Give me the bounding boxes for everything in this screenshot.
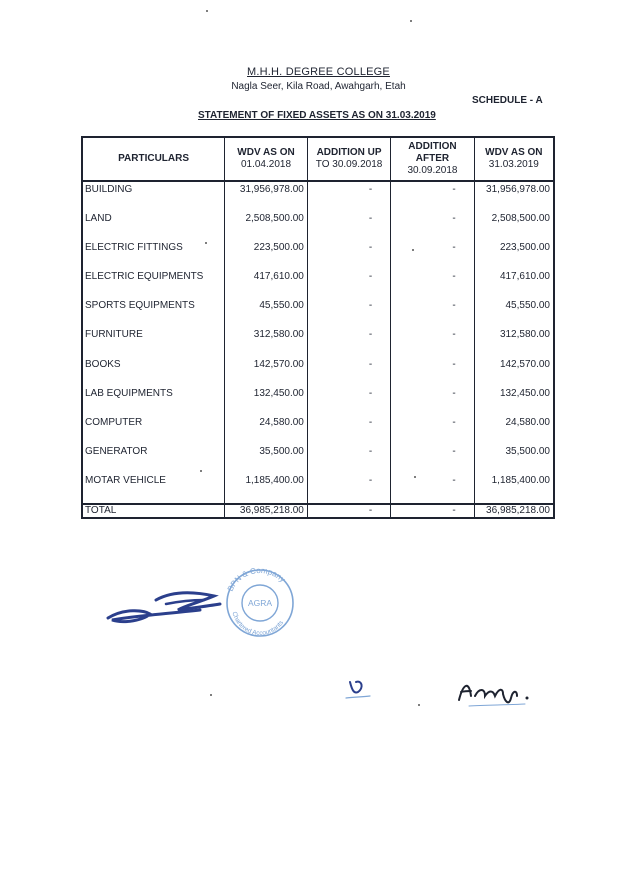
cell-addition-after: -: [391, 212, 474, 241]
cell-wdv-opening: 45,550.00: [225, 299, 308, 328]
cell-addition-after: -: [391, 181, 474, 212]
cell-addition-up: -: [307, 358, 390, 387]
cell-wdv-opening: 31,956,978.00: [225, 181, 308, 212]
svg-text:Chartered Accountants: [230, 611, 285, 637]
cell-addition-after: -: [391, 299, 474, 328]
table-row: [82, 387, 554, 416]
cell-wdv-opening: 223,500.00: [225, 241, 308, 270]
header-addition-up: ADDITION UP TO 30.09.2018: [307, 137, 390, 181]
cell-particular: FURNITURE: [82, 328, 225, 357]
stamp-firm-name: BPN & Company: [225, 565, 287, 593]
cell-wdv-closing: 31,956,978.00: [474, 181, 554, 212]
signature-mark: [340, 672, 380, 702]
cell-addition-up: -: [307, 270, 390, 299]
cell-addition-up: -: [307, 181, 390, 212]
table-row: [82, 212, 554, 241]
cell-wdv-opening: 132,450.00: [225, 387, 308, 416]
cell-addition-after: -: [391, 474, 474, 504]
header-wdv-closing: WDV AS ON 31.03.2019: [474, 137, 554, 181]
cell-addition-up: -: [307, 416, 390, 445]
table-row: [82, 181, 554, 212]
cell-wdv-closing: 312,580.00: [474, 328, 554, 357]
cell-wdv-closing: 2,508,500.00: [474, 212, 554, 241]
cell-wdv-closing: 24,580.00: [474, 416, 554, 445]
table-row: [82, 416, 554, 445]
cell-particular: LAB EQUIPMENTS: [82, 387, 225, 416]
cell-addition-up: -: [307, 299, 390, 328]
table-row: [82, 358, 554, 387]
table-body: [82, 181, 554, 518]
cell-wdv-opening: 1,185,400.00: [225, 474, 308, 504]
total-cell-wdv-opening: 36,985,218.00: [225, 504, 308, 518]
cell-wdv-opening: 2,508,500.00: [225, 212, 308, 241]
cell-addition-after: -: [391, 358, 474, 387]
cell-addition-after: -: [391, 387, 474, 416]
cell-wdv-closing: 35,500.00: [474, 445, 554, 474]
table-header-row: [82, 137, 554, 181]
total-cell-addition-after: -: [391, 504, 474, 518]
scan-speck: [412, 249, 414, 251]
cell-addition-after: -: [391, 270, 474, 299]
cell-wdv-opening: 35,500.00: [225, 445, 308, 474]
scan-speck: [206, 10, 208, 12]
scan-speck: [418, 704, 420, 706]
cell-particular: LAND: [82, 212, 225, 241]
cell-wdv-closing: 45,550.00: [474, 299, 554, 328]
cell-particular: BUILDING: [82, 181, 225, 212]
schedule-label: SCHEDULE - A: [472, 95, 543, 106]
signature-initials: [455, 676, 545, 715]
scan-speck: [410, 20, 412, 22]
stamp-designation: Chartered Accountants: [230, 610, 286, 637]
scan-speck: [210, 694, 212, 696]
header-wdv-opening: WDV AS ON 01.04.2018: [225, 137, 308, 181]
cell-particular: COMPUTER: [82, 416, 225, 445]
svg-text:BPN & Company: [226, 566, 287, 593]
stamp-city: AGRA: [247, 598, 273, 608]
fixed-assets-table: [81, 136, 555, 519]
scan-speck: [205, 242, 207, 244]
cell-particular: GENERATOR: [82, 445, 225, 474]
table-total-row: [82, 504, 554, 518]
cell-addition-up: -: [307, 241, 390, 270]
table-row: [82, 474, 554, 504]
signature-partner: [104, 580, 224, 630]
cell-addition-up: -: [307, 445, 390, 474]
total-cell-wdv-closing: 36,985,218.00: [474, 504, 554, 518]
table-row: [82, 299, 554, 328]
scan-speck: [414, 476, 416, 478]
cell-particular: ELECTRIC EQUIPMENTS: [82, 270, 225, 299]
cell-wdv-opening: 417,610.00: [225, 270, 308, 299]
scan-speck: [200, 470, 202, 472]
total-cell-addition-up: -: [307, 504, 390, 518]
table-row: [82, 241, 554, 270]
cell-particular: MOTAR VEHICLE: [82, 474, 225, 504]
cell-wdv-opening: 142,570.00: [225, 358, 308, 387]
cell-addition-up: -: [307, 387, 390, 416]
cell-wdv-closing: 417,610.00: [474, 270, 554, 299]
cell-wdv-closing: 1,185,400.00: [474, 474, 554, 504]
table-row: [82, 445, 554, 474]
college-name: M.H.H. DEGREE COLLEGE: [247, 66, 390, 78]
cell-particular: ELECTRIC FITTINGS: [82, 241, 225, 270]
cell-addition-after: -: [391, 416, 474, 445]
cell-particular: BOOKS: [82, 358, 225, 387]
header-particulars: PARTICULARS: [82, 137, 225, 181]
cell-addition-after: -: [391, 241, 474, 270]
cell-wdv-closing: 142,570.00: [474, 358, 554, 387]
cell-addition-after: -: [391, 328, 474, 357]
table-row: [82, 328, 554, 357]
header-addition-after: ADDITION AFTER 30.09.2018: [391, 137, 474, 181]
cell-wdv-closing: 132,450.00: [474, 387, 554, 416]
cell-wdv-closing: 223,500.00: [474, 241, 554, 270]
table-row: [82, 270, 554, 299]
cell-addition-up: -: [307, 328, 390, 357]
total-cell-particular: TOTAL: [82, 504, 225, 518]
college-address: Nagla Seer, Kila Road, Awahgarh, Etah: [231, 81, 406, 92]
cell-particular: SPORTS EQUIPMENTS: [82, 299, 225, 328]
cell-wdv-opening: 312,580.00: [225, 328, 308, 357]
firm-stamp-seal: [220, 565, 300, 637]
cell-addition-after: -: [391, 445, 474, 474]
statement-title: STATEMENT OF FIXED ASSETS AS ON 31.03.2019: [198, 110, 436, 121]
cell-addition-up: -: [307, 474, 390, 504]
cell-addition-up: -: [307, 212, 390, 241]
cell-wdv-opening: 24,580.00: [225, 416, 308, 445]
